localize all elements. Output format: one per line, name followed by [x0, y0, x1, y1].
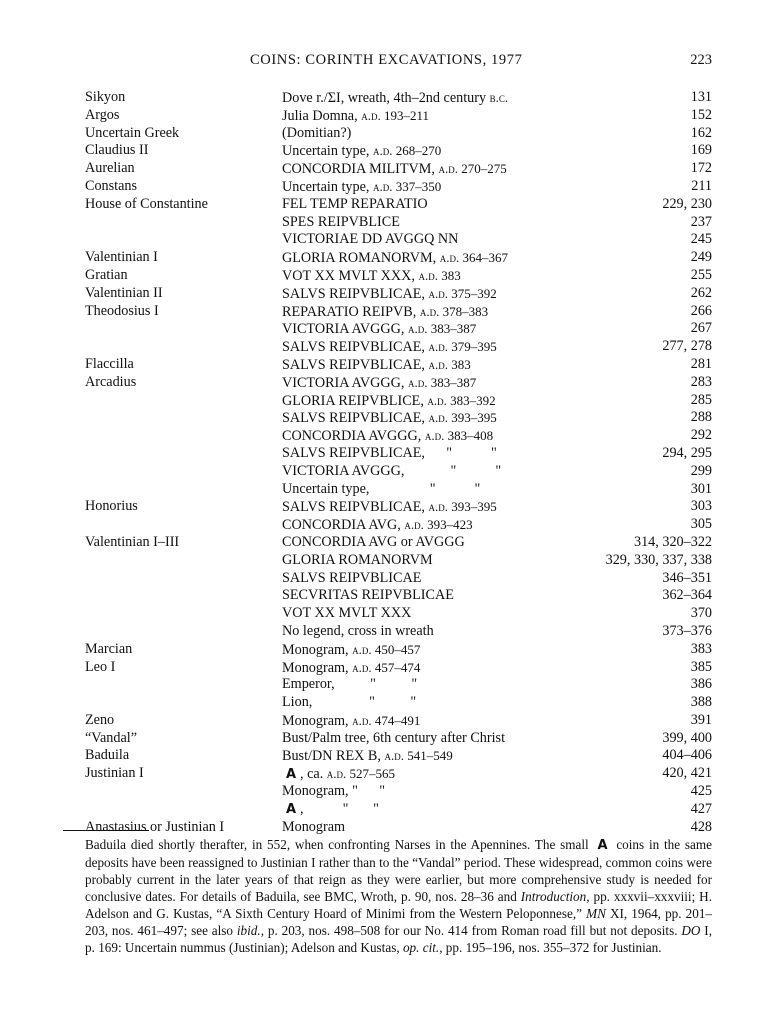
- catalogue-numbers-cell: 299: [690, 462, 712, 479]
- catalogue-numbers-cell: 131: [690, 89, 712, 105]
- catalogue-numbers-cell: 305: [690, 516, 712, 533]
- description-text: SALVS REIPVBLICAE,: [282, 410, 425, 427]
- ruler-cell: Valentinian I: [85, 249, 158, 266]
- ruler-cell: Flaccilla: [85, 355, 134, 372]
- description-text: Monogram,: [282, 659, 349, 676]
- table-row: [0, 516, 770, 534]
- description-text: CONCORDIA AVG or AVGGG: [282, 533, 465, 550]
- monogram-symbol-icon: A: [285, 767, 297, 783]
- description-text: CONCORDIA MILITVM,: [282, 161, 435, 178]
- description-text: No legend, cross in wreath: [282, 622, 434, 639]
- description-cell: [282, 409, 612, 428]
- description-text: GLORIA ROMANORVM,: [282, 250, 437, 267]
- description-cell: [282, 125, 612, 143]
- description-cell: [282, 160, 612, 179]
- footnote-italic: DO: [681, 923, 701, 938]
- catalogue-numbers-cell: 428: [690, 818, 712, 835]
- catalogue-numbers-cell: 303: [690, 498, 712, 515]
- table-row: [0, 178, 770, 196]
- description-text: VICTORIA AVGGG,: [282, 374, 405, 391]
- description-text: VOT XX MVLT XXX,: [282, 267, 415, 284]
- description-cell: [282, 534, 612, 552]
- ruler-cell: Justinian I: [85, 765, 144, 782]
- description-cell: [282, 214, 612, 232]
- table-row: [0, 498, 770, 516]
- date-range: a.d. 375–392: [428, 285, 497, 301]
- description-cell: [282, 641, 612, 660]
- catalogue-numbers-cell: 301: [690, 480, 712, 497]
- table-row: [0, 801, 770, 819]
- table-row: [0, 356, 770, 374]
- table-row: [0, 427, 770, 445]
- catalogue-numbers-cell: 169: [690, 142, 712, 159]
- table-row: [0, 641, 770, 659]
- page-header: [0, 52, 770, 74]
- catalogue-numbers-cell: 281: [690, 355, 712, 372]
- footnote-text: [85, 836, 712, 956]
- table-row: [0, 623, 770, 641]
- date-range: a.d. 527–565: [326, 766, 396, 782]
- footnote-italic: MN: [586, 906, 606, 921]
- description-cell: [282, 516, 612, 535]
- ruler-cell: Valentinian I–III: [85, 533, 180, 550]
- description-cell: [282, 765, 612, 784]
- date-range: a.d. 450–457: [352, 641, 421, 657]
- table-row: [0, 320, 770, 338]
- ruler-cell: Arcadius: [85, 373, 137, 390]
- ruler-cell: Marcian: [85, 640, 133, 657]
- description-text: Uncertain type,: [282, 178, 370, 195]
- description-cell: [282, 249, 612, 268]
- description-cell: [282, 196, 612, 214]
- date-range: a.d. 393–395: [428, 499, 497, 515]
- footnote-italic: ibid.,: [236, 923, 264, 938]
- catalogue-numbers-cell: 162: [690, 124, 712, 141]
- footnote-run: Baduila died shortly therafter, in 552, when confronting Narses in the Apennines. The small: [85, 837, 589, 852]
- ruler-cell: Anastasius or Justinian I: [85, 818, 225, 835]
- date-range: a.d. 379–395: [428, 339, 497, 355]
- description-cell: [282, 107, 612, 126]
- ruler-cell: Gratian: [85, 266, 128, 283]
- ruler-cell: Aurelian: [85, 160, 135, 177]
- description-cell: [282, 285, 612, 304]
- description-text: Julia Domna,: [282, 107, 358, 124]
- description-text: GLORIA REIPVBLICE,: [282, 392, 424, 409]
- catalogue-numbers-cell: 386: [690, 676, 712, 693]
- table-row: [0, 783, 770, 801]
- description-text: Bust/Palm tree, 6th century after Christ: [282, 729, 506, 746]
- footnote-run: pp. xxxvii–xxxviii; H. Adelson and G. Kustas, “A Sixth Century Hoard of Minimi from the Western Peloponnese,”: [85, 889, 712, 921]
- description-cell: [282, 427, 612, 446]
- ruler-cell: House of Constantine: [85, 195, 208, 212]
- catalogue-numbers-cell: 277, 278: [662, 338, 712, 355]
- footnote-run: pp. 195–196, nos. 355–372 for Justinian.: [445, 940, 662, 955]
- ruler-cell: Baduila: [85, 747, 130, 764]
- description-text: , ca.: [300, 766, 324, 783]
- description-cell: [282, 676, 612, 694]
- ruler-cell: Valentinian II: [85, 284, 163, 301]
- description-cell: [282, 587, 612, 605]
- catalogue-numbers-cell: 262: [690, 284, 712, 301]
- table-row: [0, 303, 770, 321]
- table-row: [0, 552, 770, 570]
- description-cell: [282, 338, 612, 357]
- date-range: a.d. 193–211: [361, 107, 429, 123]
- description-cell: [282, 819, 612, 837]
- table-row: [0, 214, 770, 232]
- description-cell: [282, 498, 612, 517]
- date-range: a.d. 337–350: [373, 178, 442, 194]
- footnote-run: I, p. 169: Uncertain nummus (Justinian); Adelson and Kustas,: [85, 923, 712, 955]
- footnote: [85, 836, 712, 956]
- description-cell: [282, 463, 612, 481]
- ruler-cell: Honorius: [85, 498, 138, 515]
- description-cell: [282, 356, 612, 375]
- table-row: [0, 819, 770, 837]
- date-range: a.d. 393–423: [404, 517, 473, 533]
- description-text: VICTORIAE DD AVGGQ NN: [282, 231, 459, 248]
- description-cell: [282, 712, 612, 731]
- ruler-cell: Uncertain Greek: [85, 124, 180, 141]
- date-range: a.d. 268–270: [373, 143, 442, 159]
- description-text: FEL TEMP REPARATIO: [282, 195, 428, 212]
- catalogue-numbers-cell: 346–351: [662, 569, 712, 586]
- description-text: VOT XX MVLT XXX: [282, 605, 412, 622]
- table-row: [0, 570, 770, 588]
- date-range: a.d. 383: [428, 356, 471, 372]
- catalogue-numbers-cell: 329, 330, 337, 338: [605, 551, 712, 568]
- catalogue-numbers-cell: 288: [690, 409, 712, 426]
- table-row: [0, 712, 770, 730]
- footnote-run: XI, 1964, pp. 201–203, nos. 461–497; see also: [85, 906, 713, 938]
- date-range: a.d. 383–387: [408, 374, 477, 390]
- catalogue-numbers-cell: 373–376: [662, 622, 712, 639]
- catalogue-numbers-cell: 370: [690, 605, 712, 622]
- catalogue-numbers-cell: 391: [690, 711, 712, 728]
- description-text: SALVS REIPVBLICAE,: [282, 285, 425, 302]
- ruler-cell: “Vandal”: [85, 729, 137, 746]
- description-cell: [282, 303, 612, 322]
- table-row: [0, 694, 770, 712]
- description-cell: [282, 694, 612, 712]
- date-range: a.d. 457–474: [352, 659, 421, 675]
- description-text: Monogram, " ": [282, 783, 386, 800]
- ruler-cell: Sikyon: [85, 89, 126, 105]
- description-cell: [282, 730, 612, 748]
- description-text: , " ": [300, 800, 379, 817]
- description-cell: [282, 570, 612, 588]
- description-cell: [282, 801, 612, 819]
- catalogue-numbers-cell: 420, 421: [662, 765, 712, 782]
- coin-list-table: [0, 89, 770, 836]
- description-cell: [282, 89, 612, 108]
- table-row: [0, 534, 770, 552]
- table-row: [0, 605, 770, 623]
- description-text: Monogram: [282, 818, 346, 835]
- catalogue-numbers-cell: 399, 400: [662, 729, 712, 746]
- table-row: [0, 747, 770, 765]
- catalogue-numbers-cell: 383: [690, 640, 712, 657]
- table-row: [0, 338, 770, 356]
- description-text: SALVS REIPVBLICAE,: [282, 339, 425, 356]
- footnote-italic: Introduction,: [520, 889, 590, 904]
- description-text: CONCORDIA AVGGG,: [282, 428, 422, 445]
- table-row: [0, 231, 770, 249]
- description-cell: [282, 605, 612, 623]
- catalogue-numbers-cell: 211: [691, 177, 712, 194]
- description-cell: [282, 783, 612, 801]
- description-text: GLORIA ROMANORVM: [282, 551, 433, 568]
- table-row: [0, 249, 770, 267]
- monogram-symbol-icon: A: [285, 801, 297, 817]
- description-cell: [282, 552, 612, 570]
- description-text: VICTORIA AVGGG, " ": [282, 462, 502, 479]
- description-text: SPES REIPVBLICE: [282, 213, 400, 230]
- description-text: SALVS REIPVBLICAE,: [282, 499, 425, 516]
- table-row: [0, 374, 770, 392]
- catalogue-numbers-cell: 172: [690, 160, 712, 177]
- catalogue-numbers-cell: 314, 320–322: [633, 533, 712, 550]
- footnote-italic: op. cit.,: [402, 940, 443, 955]
- table-row: [0, 142, 770, 160]
- table-row: [0, 196, 770, 214]
- catalogue-numbers-cell: 292: [690, 427, 712, 444]
- catalogue-numbers-cell: 229, 230: [662, 195, 712, 212]
- description-text: Dove r./ΣΙ, wreath, 4th–2nd century: [282, 90, 487, 106]
- table-row: [0, 267, 770, 285]
- ruler-cell: Zeno: [85, 711, 115, 728]
- description-cell: [282, 142, 612, 161]
- description-cell: [282, 231, 612, 249]
- catalogue-numbers-cell: 362–364: [662, 587, 712, 604]
- description-cell: [282, 481, 612, 499]
- description-text: Uncertain type, " ": [282, 480, 481, 497]
- date-range: a.d. 378–383: [419, 303, 489, 319]
- table-row: [0, 481, 770, 499]
- ruler-cell: Constans: [85, 177, 138, 194]
- catalogue-numbers-cell: 404–406: [662, 747, 712, 764]
- table-row: [0, 730, 770, 748]
- description-text: Monogram,: [282, 641, 349, 658]
- catalogue-numbers-cell: 152: [690, 106, 712, 123]
- table-row: [0, 392, 770, 410]
- description-text: SALVS REIPVBLICAE,: [282, 356, 425, 373]
- description-text: REPARATIO REIPVB,: [282, 303, 417, 320]
- page-number: 223: [690, 52, 712, 68]
- description-cell: [282, 178, 612, 197]
- table-row: [0, 445, 770, 463]
- ruler-cell: Leo I: [85, 658, 116, 675]
- description-text: (Domitian?): [282, 124, 352, 141]
- catalogue-numbers-cell: 294, 295: [662, 444, 712, 461]
- catalogue-numbers-cell: 266: [690, 302, 712, 319]
- catalogue-numbers-cell: 245: [690, 231, 712, 248]
- footnote-run: coins in the same deposits have been reassigned to Justinian I rather than to the “Vandal” period. These widespread, common coins were probably current in the later years of that reign as they were earlier, but more comprehensive study is needed for conclusive dates. For details of Baduila, see BMC, Wroth, p. 90, nos. 28–36 and: [85, 837, 713, 904]
- table-row: [0, 107, 770, 125]
- table-row: [0, 409, 770, 427]
- date-range: a.d. 383–408: [424, 428, 494, 444]
- catalogue-numbers-cell: 283: [690, 373, 712, 390]
- catalogue-numbers-cell: 267: [690, 320, 712, 337]
- table-row: [0, 587, 770, 605]
- date-range: a.d. 393–395: [428, 410, 497, 426]
- description-cell: [282, 320, 612, 339]
- description-text: VICTORIA AVGGG,: [282, 321, 405, 338]
- footnote-divider: [63, 830, 149, 831]
- description-cell: [282, 392, 612, 411]
- description-cell: [282, 747, 612, 766]
- description-text: Monogram,: [282, 712, 349, 729]
- table-row: [0, 765, 770, 783]
- table-row: [0, 676, 770, 694]
- catalogue-numbers-cell: 425: [690, 783, 712, 800]
- ruler-cell: Theodosius I: [85, 302, 159, 319]
- date-range: a.d. 383–387: [408, 321, 477, 337]
- description-cell: [282, 267, 612, 286]
- description-cell: [282, 659, 612, 678]
- monogram-symbol-icon: A: [597, 838, 608, 853]
- description-text: Emperor, " ": [282, 676, 418, 693]
- catalogue-numbers-cell: 249: [690, 249, 712, 266]
- ruler-cell: Claudius II: [85, 142, 149, 159]
- running-head: COINS: CORINTH EXCAVATIONS, 1977: [250, 52, 523, 68]
- ruler-cell: Argos: [85, 106, 120, 123]
- table-row: [0, 285, 770, 303]
- table-row: [0, 463, 770, 481]
- date-range: a.d. 541–549: [384, 748, 453, 764]
- table-row: [0, 659, 770, 677]
- description-text: Bust/DN REX B,: [282, 748, 381, 765]
- date-range: a.d. 364–367: [439, 250, 508, 266]
- table-row: [0, 89, 770, 107]
- catalogue-numbers-cell: 237: [690, 213, 712, 230]
- table-row: [0, 125, 770, 143]
- table-row: [0, 160, 770, 178]
- description-cell: [282, 623, 612, 641]
- date-range: b.c.: [489, 90, 509, 105]
- footnote-run: p. 203, nos. 498–508 for our No. 414 from Roman road fill but not deposits.: [267, 923, 678, 938]
- description-text: Uncertain type,: [282, 143, 370, 160]
- catalogue-numbers-cell: 285: [690, 391, 712, 408]
- date-range: a.d. 383: [418, 267, 461, 283]
- description-text: CONCORDIA AVG,: [282, 517, 401, 534]
- catalogue-numbers-cell: 255: [690, 266, 712, 283]
- description-text: SECVRITAS REIPVBLICAE: [282, 587, 454, 604]
- description-text: SALVS REIPVBLICAE: [282, 569, 422, 586]
- description-cell: [282, 445, 612, 463]
- catalogue-numbers-cell: 427: [690, 800, 712, 817]
- date-range: a.d. 383–392: [427, 392, 496, 408]
- catalogue-numbers-cell: 385: [690, 658, 712, 675]
- description-text: Lion, " ": [282, 694, 417, 711]
- catalogue-numbers-cell: 388: [690, 694, 712, 711]
- description-cell: [282, 374, 612, 393]
- description-text: SALVS REIPVBLICAE, " ": [282, 444, 497, 461]
- date-range: a.d. 474–491: [352, 712, 421, 728]
- date-range: a.d. 270–275: [438, 161, 507, 177]
